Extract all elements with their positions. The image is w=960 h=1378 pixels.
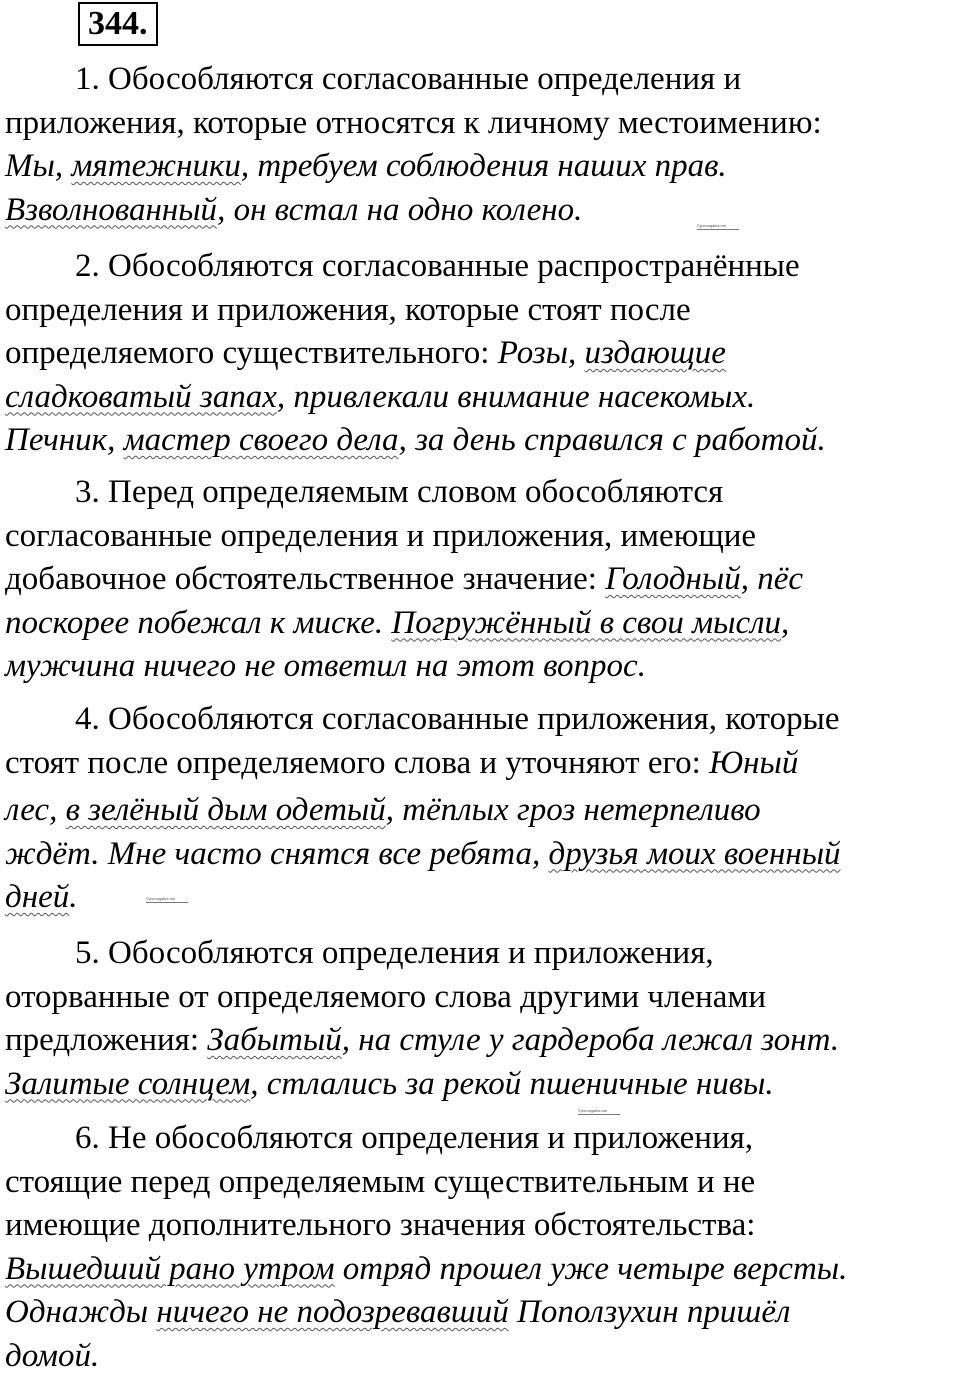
isolated-member: в зелёный дым одетый (66, 792, 386, 828)
rule-text: согласованные определения и приложения, имеющие (5, 518, 756, 554)
isolated-member: друзья моих военный (549, 836, 841, 872)
example-text: , стлались за рекой пшеничные нивы. (250, 1066, 773, 1102)
rule-text: определения и приложения, которые стоят после (5, 292, 691, 328)
example-line (5, 376, 960, 420)
rule-text: определяемого существительного: (5, 335, 498, 371)
isolated-member: Голодный (605, 561, 741, 597)
example-text: отряд прошел уже четыре версты. (335, 1251, 848, 1287)
example-text: лес, (5, 792, 66, 828)
text-line (5, 289, 960, 333)
text-line (5, 1117, 960, 1161)
example-line (5, 833, 960, 877)
text-line (5, 742, 960, 786)
example-line (5, 789, 960, 833)
example-text: , на стуле у гардероба лежал зонт. (342, 1022, 839, 1058)
example-text: , привлекали внимание насекомых. (277, 379, 755, 415)
rule-2 (5, 245, 960, 463)
watermark: ©pomogalka.me (697, 223, 739, 230)
text-line (5, 102, 960, 146)
rule-3 (5, 471, 960, 689)
example-line (5, 145, 960, 189)
rule-text: оторванные от определяемого слова другими членами (5, 979, 766, 1015)
example-text: . (69, 879, 77, 915)
example-text: Розы, (498, 335, 585, 371)
text-line (5, 245, 960, 289)
text-line (5, 515, 960, 559)
example-line (5, 1291, 960, 1335)
watermark: ©pomogalka.me (578, 1108, 620, 1115)
example-text: Печник, (5, 422, 124, 458)
text-line (5, 1204, 960, 1248)
example-line (5, 1335, 960, 1378)
example-line (5, 1063, 960, 1107)
example-text: Однажды (5, 1294, 156, 1330)
isolated-member: издающие (585, 335, 726, 371)
text-line (5, 976, 960, 1020)
rule-text: 6. Не обособляются определения и приложения, (75, 1120, 753, 1156)
rule-text: 1. Обособляются согласованные определения и (75, 61, 741, 97)
example-line (5, 419, 960, 463)
rule-1 (5, 58, 960, 232)
isolated-member: Забытый (207, 1022, 341, 1058)
isolated-member: Взволнованный (5, 192, 217, 228)
example-text: , (781, 605, 789, 641)
rule-4 (5, 698, 960, 920)
rule-text: 4. Обособляются согласованные приложения, которые (75, 701, 839, 737)
text-line (5, 1019, 960, 1063)
rule-text: добавочное обстоятельственное значение: (5, 561, 605, 597)
example-text: Мы, (5, 148, 71, 184)
text-line (5, 332, 960, 376)
isolated-member: мятежники (71, 148, 241, 184)
example-text: , за день справился с работой. (399, 422, 826, 458)
isolated-member: Залитые солнцем (5, 1066, 250, 1102)
example-text: , требуем соблюдения наших прав. (241, 148, 727, 184)
text-line (5, 932, 960, 976)
example-line (5, 645, 960, 689)
isolated-member: Погружённый в свои мысли (391, 605, 781, 641)
rule-text: 3. Перед определяемым словом обособляются (75, 474, 723, 510)
example-line (5, 189, 960, 233)
isolated-member: сладковатый запах (5, 379, 277, 415)
rule-6 (5, 1117, 960, 1378)
watermark: ©pomogalka.me (146, 896, 188, 903)
rule-text: имеющие дополнительного значения обстоятельства: (5, 1207, 755, 1243)
exercise-number: 344. (78, 2, 158, 46)
isolated-member: Вышедший рано утром (5, 1251, 335, 1287)
text-line (5, 58, 960, 102)
example-text: Юный (709, 745, 798, 781)
rule-text: стоящие перед определяемым существительным и не (5, 1164, 755, 1200)
rule-5 (5, 932, 960, 1106)
rule-text: стоят после определяемого слова и уточняют его: (5, 745, 709, 781)
example-text: поскорее побежал к миске. (5, 605, 391, 641)
isolated-member: ничего не подозревавший (156, 1294, 508, 1330)
text-line (5, 698, 960, 742)
example-line (5, 1248, 960, 1292)
example-text: , тёплых гроз нетерпеливо (386, 792, 761, 828)
example-text: Поползухин пришёл (509, 1294, 791, 1330)
rule-text: 2. Обособляются согласованные распространённые (75, 248, 800, 284)
rule-text: предложения: (5, 1022, 207, 1058)
example-text: , он встал на одно колено. (217, 192, 582, 228)
example-text: мужчина ничего не ответил на этот вопрос. (5, 648, 646, 684)
example-line (5, 602, 960, 646)
isolated-member: дней (5, 879, 69, 915)
example-text: , пёс (741, 561, 803, 597)
rule-text: 5. Обособляются определения и приложения, (75, 935, 714, 971)
rule-text: приложения, которые относятся к личному местоимению: (5, 105, 822, 141)
text-line (5, 558, 960, 602)
example-text: домой. (5, 1338, 99, 1374)
text-line (5, 1161, 960, 1205)
example-text: ждёт. Мне часто снятся все ребята, (5, 836, 549, 872)
text-line (5, 471, 960, 515)
isolated-member: мастер своего дела (124, 422, 399, 458)
